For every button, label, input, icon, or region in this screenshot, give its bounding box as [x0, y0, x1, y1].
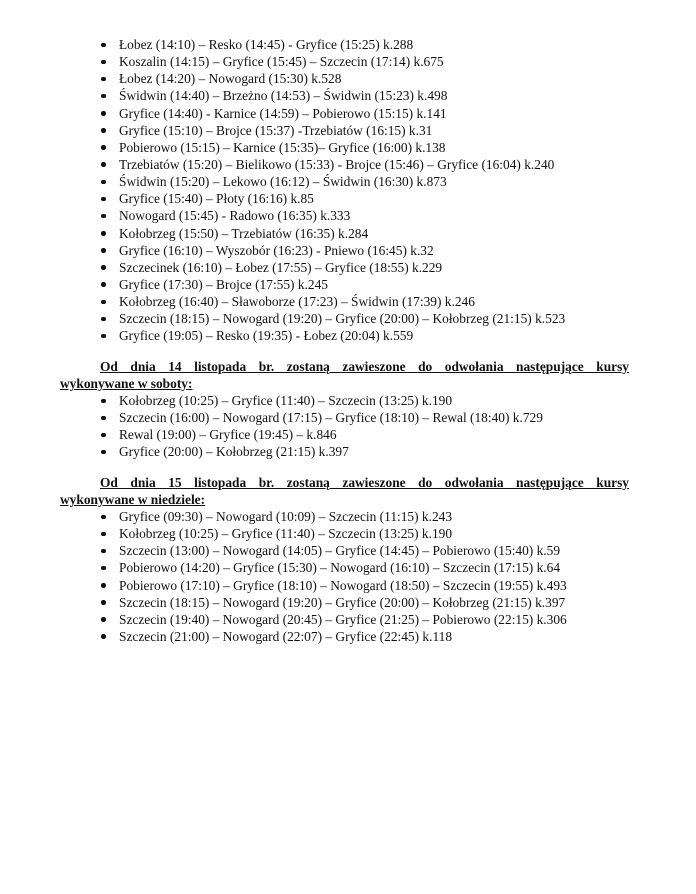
list-item: Gryfice (15:40) – Płoty (16:16) k.85: [100, 190, 640, 207]
list-item: Szczecin (18:15) – Nowogard (19:20) – Gryfice (20:00) – Kołobrzeg (21:15) k.397: [100, 594, 640, 611]
sunday-suspended-courses-list: [100, 508, 640, 645]
list-item: Pobierowo (15:15) – Karnice (15:35)– Gryfice (16:00) k.138: [100, 139, 640, 156]
sunday-section-heading: [60, 474, 629, 508]
list-item: Kołobrzeg (16:40) – Sławoborze (17:23) – Świdwin (17:39) k.246: [100, 293, 640, 310]
list-item: Szczecin (13:00) – Nowogard (14:05) – Gryfice (14:45) – Pobierowo (15:40) k.59: [100, 542, 640, 559]
list-item: Świdwin (15:20) – Lekowo (16:12) – Świdwin (16:30) k.873: [100, 173, 640, 190]
list-item: Szczecinek (16:10) – Łobez (17:55) – Gryfice (18:55) k.229: [100, 259, 640, 276]
list-item: Pobierowo (14:20) – Gryfice (15:30) – Nowogard (16:10) – Szczecin (17:15) k.64: [100, 559, 640, 576]
list-item: Kołobrzeg (10:25) – Gryfice (11:40) – Szczecin (13:25) k.190: [100, 525, 640, 542]
saturday-heading-line1: Od dnia 14 listopada br. zostaną zawieszone do odwołania następujące kursy: [100, 359, 629, 374]
list-item: Gryfice (15:10) – Brojce (15:37) -Trzebiatów (16:15) k.31: [100, 122, 640, 139]
saturday-section-heading: [60, 358, 629, 392]
sunday-heading-line2: wykonywane w niedziele:: [60, 492, 206, 507]
list-item: Szczecin (18:15) – Nowogard (19:20) – Gryfice (20:00) – Kołobrzeg (21:15) k.523: [100, 310, 640, 327]
saturday-heading-line2: wykonywane w soboty:: [60, 376, 193, 391]
list-item: Łobez (14:20) – Nowogard (15:30) k.528: [100, 70, 640, 87]
list-item: Szczecin (16:00) – Nowogard (17:15) – Gryfice (18:10) – Rewal (18:40) k.729: [100, 409, 640, 426]
saturday-suspended-courses-list: [100, 392, 640, 461]
list-item: Gryfice (17:30) – Brojce (17:55) k.245: [100, 276, 640, 293]
list-item: Nowogard (15:45) - Radowo (16:35) k.333: [100, 207, 640, 224]
list-item: Szczecin (19:40) – Nowogard (20:45) – Gryfice (21:25) – Pobierowo (22:15) k.306: [100, 611, 640, 628]
list-item: Kołobrzeg (10:25) – Gryfice (11:40) – Szczecin (13:25) k.190: [100, 392, 640, 409]
list-item: Świdwin (14:40) – Brzeżno (14:53) – Świdwin (15:23) k.498: [100, 87, 640, 104]
list-item: Łobez (14:10) – Resko (14:45) - Gryfice (15:25) k.288: [100, 36, 640, 53]
list-item: Szczecin (21:00) – Nowogard (22:07) – Gryfice (22:45) k.118: [100, 628, 640, 645]
list-item: Gryfice (19:05) – Resko (19:35) - Łobez (20:04) k.559: [100, 327, 640, 344]
list-item: Pobierowo (17:10) – Gryfice (18:10) – Nowogard (18:50) – Szczecin (19:55) k.493: [100, 577, 640, 594]
list-item: Rewal (19:00) – Gryfice (19:45) – k.846: [100, 426, 640, 443]
weekday-suspended-courses-list: [100, 36, 640, 345]
list-item: Koszalin (14:15) – Gryfice (15:45) – Szczecin (17:14) k.675: [100, 53, 640, 70]
list-item: Gryfice (16:10) – Wyszobór (16:23) - Pniewo (16:45) k.32: [100, 242, 640, 259]
sunday-heading-line1: Od dnia 15 listopada br. zostaną zawieszone do odwołania następujące kursy: [100, 475, 629, 490]
list-item: Gryfice (14:40) - Karnice (14:59) – Pobierowo (15:15) k.141: [100, 105, 640, 122]
list-item: Gryfice (20:00) – Kołobrzeg (21:15) k.397: [100, 443, 640, 460]
list-item: Gryfice (09:30) – Nowogard (10:09) – Szczecin (11:15) k.243: [100, 508, 640, 525]
list-item: Trzebiatów (15:20) – Bielikowo (15:33) - Brojce (15:46) – Gryfice (16:04) k.240: [100, 156, 640, 173]
list-item: Kołobrzeg (15:50) – Trzebiatów (16:35) k.284: [100, 225, 640, 242]
